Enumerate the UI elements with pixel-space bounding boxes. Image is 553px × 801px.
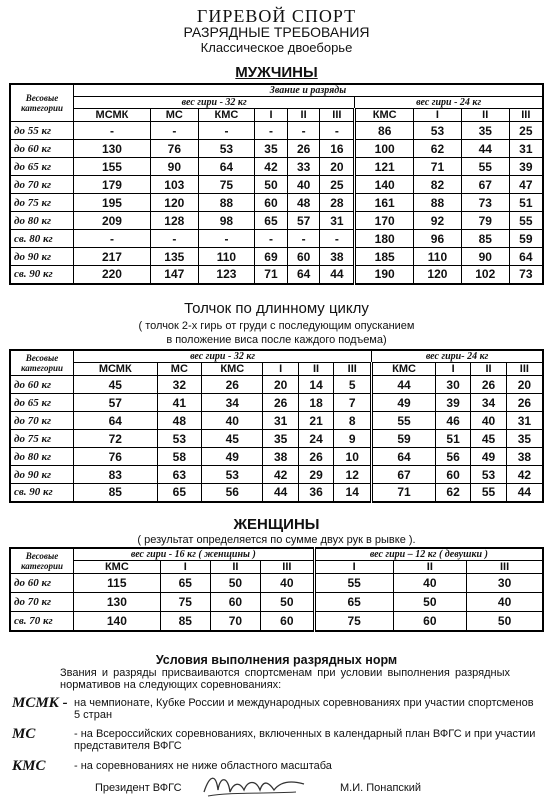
table-cell: 51 bbox=[509, 194, 543, 212]
table-cell: 64 bbox=[74, 412, 158, 430]
condition-text: на чемпионате, Кубке России и международных соревнованиях при участии спортсменов 5 стран bbox=[74, 697, 534, 721]
weight-category: до 70 кг bbox=[10, 412, 74, 430]
table-cell: - bbox=[198, 230, 254, 248]
table-cell: 79 bbox=[461, 212, 509, 230]
rank-header: III bbox=[261, 561, 315, 574]
table-cell: 71 bbox=[372, 484, 436, 502]
weight-category: до 65 кг bbox=[10, 158, 74, 176]
table-cell: 53 bbox=[202, 466, 263, 484]
table-cell: 40 bbox=[471, 412, 506, 430]
weight-category: св. 80 кг bbox=[10, 230, 74, 248]
table-row bbox=[10, 140, 543, 158]
table-cell: 18 bbox=[298, 394, 333, 412]
table-cell: 55 bbox=[372, 412, 436, 430]
table-cell: 50 bbox=[261, 593, 315, 612]
table-cell: 128 bbox=[150, 212, 198, 230]
table-cell: - bbox=[150, 230, 198, 248]
table-cell: 62 bbox=[414, 140, 462, 158]
table-cell: 33 bbox=[287, 158, 320, 176]
table-row bbox=[10, 266, 543, 284]
table-cell: - bbox=[74, 230, 151, 248]
table-cell: 90 bbox=[150, 158, 198, 176]
table-cell: 55 bbox=[509, 212, 543, 230]
table-cell: 83 bbox=[74, 466, 158, 484]
table-cell: 60 bbox=[393, 612, 467, 631]
table-cell: 35 bbox=[461, 122, 509, 140]
table-cell: 7 bbox=[334, 394, 372, 412]
table-cell: 20 bbox=[506, 376, 543, 394]
table-cell: 135 bbox=[150, 248, 198, 266]
table-cell: 102 bbox=[461, 266, 509, 284]
table-cell: 103 bbox=[150, 176, 198, 194]
ranks-group-header: Звание и разряды bbox=[74, 84, 544, 97]
table-cell: 49 bbox=[202, 448, 263, 466]
weight-category: до 80 кг bbox=[10, 212, 74, 230]
women-table bbox=[9, 547, 544, 632]
table-cell: 14 bbox=[334, 484, 372, 502]
conditions-intro: Звания и разряды присваиваются спортсменам при условии выполнения разрядных нормативов на следующих соревнованиях: bbox=[60, 667, 510, 691]
table-row bbox=[10, 466, 543, 484]
table-row bbox=[10, 430, 543, 448]
table-cell: 16 bbox=[320, 140, 355, 158]
table-row bbox=[10, 158, 543, 176]
table-cell: 70 bbox=[210, 612, 260, 631]
table-cell: - bbox=[287, 230, 320, 248]
table-cell: 9 bbox=[334, 430, 372, 448]
table-cell: 92 bbox=[414, 212, 462, 230]
table-cell: 130 bbox=[74, 593, 161, 612]
women-note: ( результат определяется по сумме двух рук в рывке ). bbox=[137, 534, 416, 546]
table-cell: 45 bbox=[74, 376, 158, 394]
table-row bbox=[10, 484, 543, 502]
rank-header: МСМК bbox=[74, 363, 158, 376]
rank-header: МС bbox=[157, 363, 202, 376]
table-cell: 209 bbox=[74, 212, 151, 230]
table-cell: 26 bbox=[298, 448, 333, 466]
table-cell: 72 bbox=[74, 430, 158, 448]
jerk-heading: Толчок по длинному циклу bbox=[184, 300, 369, 317]
weight-16-header: вес гири - 16 кг ( женщины ) bbox=[74, 548, 315, 561]
table-cell: 73 bbox=[461, 194, 509, 212]
jerk-note-line1: ( толчок 2-х гирь от груди с последующим опусканием bbox=[138, 320, 415, 332]
table-cell: 85 bbox=[160, 612, 210, 631]
table-cell: 40 bbox=[202, 412, 263, 430]
table-cell: 26 bbox=[471, 376, 506, 394]
table-cell: 44 bbox=[263, 484, 298, 502]
document-subtitle: РАЗРЯДНЫЕ ТРЕБОВАНИЯ bbox=[183, 24, 370, 40]
table-cell: 31 bbox=[509, 140, 543, 158]
table-cell: 41 bbox=[157, 394, 202, 412]
weight-category: св. 90 кг bbox=[10, 484, 74, 502]
weight-12-header: вес гири – 12 кг ( девушки ) bbox=[314, 548, 543, 561]
table-cell: 123 bbox=[198, 266, 254, 284]
table-row bbox=[10, 176, 543, 194]
condition-item bbox=[12, 728, 542, 756]
table-cell: 82 bbox=[414, 176, 462, 194]
table-cell: 69 bbox=[255, 248, 288, 266]
table-cell: 38 bbox=[320, 248, 355, 266]
table-cell: 26 bbox=[506, 394, 543, 412]
table-cell: 67 bbox=[461, 176, 509, 194]
rank-header: III bbox=[506, 363, 543, 376]
table-cell: 45 bbox=[471, 430, 506, 448]
table-cell: 64 bbox=[509, 248, 543, 266]
table-cell: 64 bbox=[198, 158, 254, 176]
condition-text: - на Всероссийских соревнованиях, включенных в календарный план ВФГС и при участии представителя ВФГС bbox=[74, 728, 536, 752]
table-cell: 140 bbox=[355, 176, 414, 194]
condition-abbr: КМС bbox=[12, 758, 46, 774]
table-cell: 26 bbox=[263, 394, 298, 412]
table-cell: 71 bbox=[255, 266, 288, 284]
table-cell: 85 bbox=[461, 230, 509, 248]
table-cell: 155 bbox=[74, 158, 151, 176]
table-cell: 55 bbox=[461, 158, 509, 176]
table-cell: 179 bbox=[74, 176, 151, 194]
table-cell: 62 bbox=[435, 484, 470, 502]
table-cell: 14 bbox=[298, 376, 333, 394]
table-cell: 32 bbox=[157, 376, 202, 394]
table-cell: 26 bbox=[287, 140, 320, 158]
table-cell: 121 bbox=[355, 158, 414, 176]
table-row bbox=[10, 230, 543, 248]
table-cell: 115 bbox=[74, 574, 161, 593]
table-cell: 50 bbox=[393, 593, 467, 612]
weight-category: св. 90 кг bbox=[10, 266, 74, 284]
table-cell: 100 bbox=[355, 140, 414, 158]
handwritten-signature bbox=[200, 772, 310, 800]
table-cell: 65 bbox=[157, 484, 202, 502]
table-cell: 28 bbox=[320, 194, 355, 212]
table-cell: 56 bbox=[202, 484, 263, 502]
table-cell: - bbox=[255, 230, 288, 248]
rank-header: I bbox=[314, 561, 393, 574]
weight-24-header: вес гири - 24 кг bbox=[355, 97, 543, 109]
table-cell: 65 bbox=[160, 574, 210, 593]
table-cell: 56 bbox=[435, 448, 470, 466]
table-cell: 147 bbox=[150, 266, 198, 284]
table-cell: 38 bbox=[506, 448, 543, 466]
table-cell: 60 bbox=[255, 194, 288, 212]
table-cell: 170 bbox=[355, 212, 414, 230]
men-heading: МУЖЧИНЫ bbox=[235, 64, 318, 81]
weight-32-header: вес гири - 32 кг bbox=[74, 350, 372, 363]
table-cell: 120 bbox=[150, 194, 198, 212]
rank-header: КМС bbox=[355, 109, 414, 122]
table-cell: 31 bbox=[506, 412, 543, 430]
rank-header: КМС bbox=[198, 109, 254, 122]
rank-header: II bbox=[461, 109, 509, 122]
table-cell: 161 bbox=[355, 194, 414, 212]
table-cell: 44 bbox=[320, 266, 355, 284]
rank-header: I bbox=[160, 561, 210, 574]
table-cell: 55 bbox=[314, 574, 393, 593]
table-cell: 47 bbox=[509, 176, 543, 194]
weight-category: до 90 кг bbox=[10, 248, 74, 266]
table-cell: 220 bbox=[74, 266, 151, 284]
table-cell: 40 bbox=[261, 574, 315, 593]
rank-header: МСМК bbox=[74, 109, 151, 122]
rank-header: III bbox=[509, 109, 543, 122]
rank-header: I bbox=[414, 109, 462, 122]
weight-category: до 65 кг bbox=[10, 394, 74, 412]
table-row bbox=[10, 394, 543, 412]
rank-header: КМС bbox=[74, 561, 161, 574]
weight-category: до 60 кг bbox=[10, 140, 74, 158]
table-cell: 39 bbox=[509, 158, 543, 176]
table-cell: 38 bbox=[263, 448, 298, 466]
table-cell: 10 bbox=[334, 448, 372, 466]
table-cell: 45 bbox=[202, 430, 263, 448]
table-cell: 71 bbox=[414, 158, 462, 176]
table-row bbox=[10, 448, 543, 466]
table-cell: 88 bbox=[198, 194, 254, 212]
rank-header: I bbox=[255, 109, 288, 122]
table-cell: 8 bbox=[334, 412, 372, 430]
conditions-heading: Условия выполнения разрядных норм bbox=[155, 653, 398, 667]
table-cell: 25 bbox=[509, 122, 543, 140]
table-cell: 50 bbox=[210, 574, 260, 593]
table-cell: 49 bbox=[471, 448, 506, 466]
table-cell: 58 bbox=[157, 448, 202, 466]
table-cell: 44 bbox=[461, 140, 509, 158]
table-cell: 50 bbox=[255, 176, 288, 194]
table-cell: 53 bbox=[471, 466, 506, 484]
weight-category: до 55 кг bbox=[10, 122, 74, 140]
table-cell: 75 bbox=[198, 176, 254, 194]
table-cell: 31 bbox=[263, 412, 298, 430]
table-cell: 88 bbox=[414, 194, 462, 212]
table-cell: 12 bbox=[334, 466, 372, 484]
weight-category: до 70 кг bbox=[10, 593, 74, 612]
table-cell: 20 bbox=[263, 376, 298, 394]
table-cell: 53 bbox=[198, 140, 254, 158]
category-header: Весовые категории bbox=[10, 548, 74, 574]
weight-category: до 70 кг bbox=[10, 176, 74, 194]
table-cell: 60 bbox=[261, 612, 315, 631]
document-title: ГИРЕВОЙ СПОРТ bbox=[196, 6, 357, 26]
table-cell: 40 bbox=[287, 176, 320, 194]
weight-24-header: вес гири- 24 кг bbox=[372, 350, 543, 363]
table-row bbox=[10, 194, 543, 212]
table-cell: 25 bbox=[320, 176, 355, 194]
rank-header: МС bbox=[150, 109, 198, 122]
table-cell: 65 bbox=[255, 212, 288, 230]
women-heading: ЖЕНЩИНЫ bbox=[233, 516, 320, 533]
table-cell: 73 bbox=[509, 266, 543, 284]
jerk-table bbox=[9, 349, 544, 503]
table-row bbox=[10, 212, 543, 230]
table-cell: 53 bbox=[414, 122, 462, 140]
table-cell: - bbox=[198, 122, 254, 140]
table-cell: 44 bbox=[506, 484, 543, 502]
table-cell: 42 bbox=[263, 466, 298, 484]
weight-category: св. 70 кг bbox=[10, 612, 74, 631]
condition-item bbox=[12, 697, 542, 725]
table-cell: 75 bbox=[160, 593, 210, 612]
discipline-title: Классическое двоеборье bbox=[200, 40, 353, 55]
table-cell: 76 bbox=[150, 140, 198, 158]
table-cell: 55 bbox=[471, 484, 506, 502]
table-cell: 30 bbox=[467, 574, 543, 593]
table-row bbox=[10, 593, 543, 612]
table-cell: 42 bbox=[506, 466, 543, 484]
table-row bbox=[10, 376, 543, 394]
jerk-note-line2: в положение виса после каждого подъема) bbox=[166, 334, 387, 346]
table-cell: 185 bbox=[355, 248, 414, 266]
table-cell: 63 bbox=[157, 466, 202, 484]
table-cell: 57 bbox=[287, 212, 320, 230]
table-row bbox=[10, 612, 543, 631]
table-cell: 140 bbox=[74, 612, 161, 631]
table-cell: 96 bbox=[414, 230, 462, 248]
table-cell: 110 bbox=[198, 248, 254, 266]
table-cell: - bbox=[287, 122, 320, 140]
table-cell: 85 bbox=[74, 484, 158, 502]
table-cell: 64 bbox=[372, 448, 436, 466]
condition-text: - на соревнованиях не ниже областного масштаба bbox=[74, 760, 332, 772]
table-cell: 190 bbox=[355, 266, 414, 284]
weight-category: до 90 кг bbox=[10, 466, 74, 484]
table-cell: 50 bbox=[467, 612, 543, 631]
table-cell: 40 bbox=[393, 574, 467, 593]
rank-header: III bbox=[467, 561, 543, 574]
signature-title: Президент ВФГС bbox=[95, 782, 182, 794]
table-cell: 59 bbox=[372, 430, 436, 448]
table-cell: 195 bbox=[74, 194, 151, 212]
table-cell: 40 bbox=[467, 593, 543, 612]
rank-header: I bbox=[263, 363, 298, 376]
table-cell: 35 bbox=[263, 430, 298, 448]
table-row bbox=[10, 122, 543, 140]
table-row bbox=[10, 248, 543, 266]
weight-category: до 80 кг bbox=[10, 448, 74, 466]
table-cell: 59 bbox=[509, 230, 543, 248]
table-cell: 24 bbox=[298, 430, 333, 448]
rank-header: II bbox=[471, 363, 506, 376]
condition-abbr: МСМК - bbox=[12, 695, 68, 711]
table-cell: - bbox=[320, 230, 355, 248]
weight-category: до 75 кг bbox=[10, 194, 74, 212]
weight-category: до 60 кг bbox=[10, 574, 74, 593]
table-cell: 44 bbox=[372, 376, 436, 394]
table-cell: - bbox=[150, 122, 198, 140]
table-cell: 29 bbox=[298, 466, 333, 484]
table-cell: - bbox=[320, 122, 355, 140]
table-cell: 217 bbox=[74, 248, 151, 266]
table-cell: 34 bbox=[202, 394, 263, 412]
table-cell: 35 bbox=[255, 140, 288, 158]
table-cell: 67 bbox=[372, 466, 436, 484]
rank-header: КМС bbox=[202, 363, 263, 376]
table-cell: 49 bbox=[372, 394, 436, 412]
table-cell: 120 bbox=[414, 266, 462, 284]
table-cell: 30 bbox=[435, 376, 470, 394]
rank-header: I bbox=[435, 363, 470, 376]
category-header: Весовые категории bbox=[10, 350, 74, 376]
table-cell: 51 bbox=[435, 430, 470, 448]
table-cell: 53 bbox=[157, 430, 202, 448]
table-cell: 65 bbox=[314, 593, 393, 612]
rank-header: III bbox=[334, 363, 372, 376]
weight-32-header: вес гири - 32 кг bbox=[74, 97, 355, 109]
table-cell: 48 bbox=[287, 194, 320, 212]
table-cell: 36 bbox=[298, 484, 333, 502]
weight-category: до 60 кг bbox=[10, 376, 74, 394]
table-cell: 48 bbox=[157, 412, 202, 430]
table-cell: 180 bbox=[355, 230, 414, 248]
table-cell: 57 bbox=[74, 394, 158, 412]
table-cell: 39 bbox=[435, 394, 470, 412]
rank-header: КМС bbox=[372, 363, 436, 376]
table-cell: 46 bbox=[435, 412, 470, 430]
weight-category: до 75 кг bbox=[10, 430, 74, 448]
table-cell: 86 bbox=[355, 122, 414, 140]
table-cell: 98 bbox=[198, 212, 254, 230]
category-header: Весовые категории bbox=[10, 84, 74, 122]
table-cell: 5 bbox=[334, 376, 372, 394]
rank-header: II bbox=[210, 561, 260, 574]
table-cell: 21 bbox=[298, 412, 333, 430]
men-table bbox=[9, 83, 544, 285]
table-cell: 60 bbox=[435, 466, 470, 484]
table-cell: 76 bbox=[74, 448, 158, 466]
table-cell: 42 bbox=[255, 158, 288, 176]
rank-header: II bbox=[287, 109, 320, 122]
table-cell: 34 bbox=[471, 394, 506, 412]
signature-name: М.И. Понапский bbox=[340, 782, 422, 794]
table-cell: 130 bbox=[74, 140, 151, 158]
condition-abbr: МС bbox=[12, 726, 36, 742]
table-row bbox=[10, 574, 543, 593]
rank-header: II bbox=[393, 561, 467, 574]
table-cell: 20 bbox=[320, 158, 355, 176]
table-cell: 31 bbox=[320, 212, 355, 230]
table-cell: 75 bbox=[314, 612, 393, 631]
rank-header: III bbox=[320, 109, 355, 122]
table-cell: 35 bbox=[506, 430, 543, 448]
table-row bbox=[10, 412, 543, 430]
table-cell: 110 bbox=[414, 248, 462, 266]
table-cell: - bbox=[74, 122, 151, 140]
table-cell: 90 bbox=[461, 248, 509, 266]
table-cell: 64 bbox=[287, 266, 320, 284]
table-cell: 60 bbox=[210, 593, 260, 612]
rank-header: II bbox=[298, 363, 333, 376]
table-cell: - bbox=[255, 122, 288, 140]
table-cell: 26 bbox=[202, 376, 263, 394]
table-cell: 60 bbox=[287, 248, 320, 266]
